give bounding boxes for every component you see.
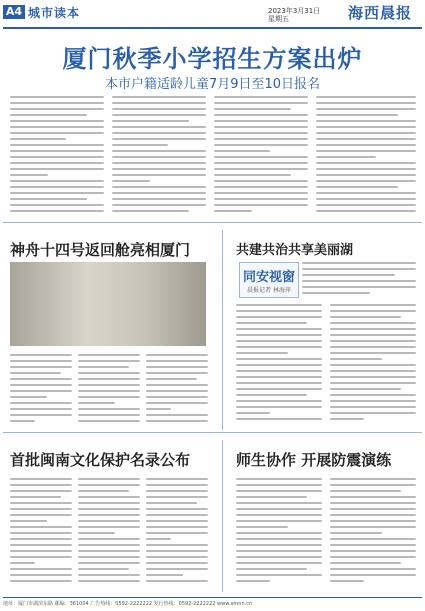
- footer-contact-line: 地址：厦门市湖滨东路 邮编：361004 广告热线：0592-2222222 发行热线：0592-2222222 www.xmnn.cn: [3, 601, 253, 607]
- page-number-tag: A4: [3, 5, 25, 19]
- tongan-window-box: [239, 262, 299, 298]
- newspaper-masthead: 海西晨报: [348, 4, 413, 22]
- mid-bottom-rule: [3, 432, 422, 433]
- lead-headline: 厦门秋季小学招生方案出炉: [62, 45, 363, 73]
- tongan-window-caption: 晨报记者 林海萍: [247, 287, 291, 294]
- heritage-column-3: [146, 478, 208, 586]
- lake-column-2: [330, 304, 416, 424]
- lead-column-2: [112, 96, 206, 216]
- lead-bottom-rule: [3, 222, 422, 223]
- shenzhou-column-2: [78, 354, 140, 426]
- lead-column-1: [10, 96, 104, 216]
- section-title: 城市读本: [28, 6, 81, 20]
- drill-headline: 师生协作 开展防震演练: [236, 451, 392, 469]
- lake-column-right-top: [302, 262, 416, 298]
- issue-date: 2023年3月31日: [268, 7, 321, 15]
- lead-column-3: [214, 96, 308, 216]
- column-divider-lower: [222, 440, 223, 592]
- tongan-window-title: 同安视窗: [242, 270, 295, 285]
- shenzhou-column-3: [146, 354, 208, 426]
- column-divider: [222, 230, 223, 430]
- drill-column-2: [330, 478, 416, 586]
- heritage-column-1: [10, 478, 72, 586]
- drill-column-1: [236, 478, 322, 586]
- footer-rule: [3, 597, 422, 598]
- shenzhou-column-1: [10, 354, 72, 426]
- issue-weekday: 星期五: [268, 15, 289, 23]
- header-rule: [3, 27, 422, 29]
- lead-column-4: [316, 96, 416, 216]
- heritage-column-2: [78, 478, 140, 586]
- lake-column-1: [236, 304, 322, 424]
- shenzhou-capsule-photo: [10, 262, 206, 346]
- heritage-headline: 首批闽南文化保护名录公布: [10, 451, 191, 469]
- lead-subheadline: 本市户籍适龄儿童7月9日至10日报名: [104, 77, 321, 92]
- lake-headline: 共建共治共享美丽湖: [236, 243, 354, 258]
- shenzhou-headline: 神舟十四号返回舱亮相厦门: [10, 241, 191, 259]
